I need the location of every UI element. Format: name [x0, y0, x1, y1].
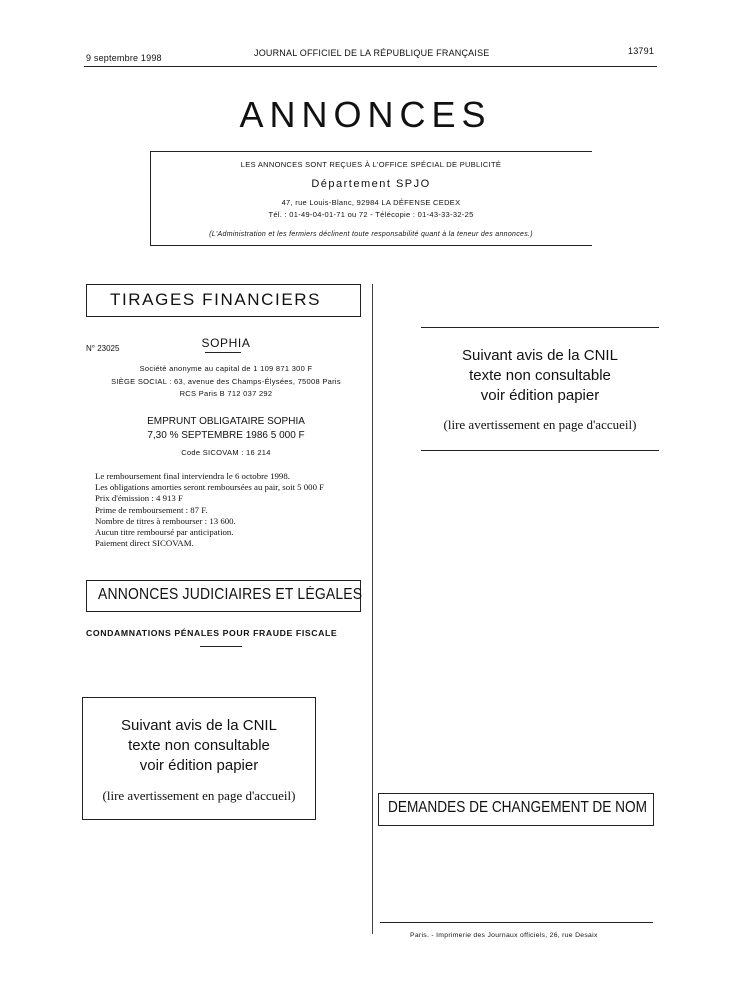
judiciaires-title: ANNONCES JUDICIAIRES ET LÉGALES [98, 586, 363, 603]
cnil-line-2: texte non consultable [128, 737, 270, 754]
notice-phone: Tél. : 01-49-04-01-71 ou 72 - Télécopie : 01-43-33-32-25 [268, 210, 474, 219]
cnil-line-3: voir édition papier [480, 387, 600, 404]
printer-imprint: Paris. - Imprimerie des Journaux officiels, 26, rue Desaix [410, 932, 598, 939]
column-divider [372, 284, 373, 934]
notice-address: 47, rue Louis-Blanc, 92984 LA DÉFENSE CEDEX [281, 198, 461, 207]
company-name: SOPHIA [201, 336, 251, 350]
company-capital: Société anonyme au capital de 1 109 871 300 F [139, 364, 313, 373]
detail-line: Les obligations amorties seront remboursées au pair, soit 5 000 F [95, 482, 325, 493]
tirages-details [95, 471, 365, 549]
page-number: 13791 [628, 46, 655, 56]
emprunt-title: EMPRUNT OBLIGATAIRE SOPHIA [147, 416, 305, 427]
notice-department: Département SPJO [311, 178, 431, 190]
cnil-line-3: voir édition papier [139, 757, 259, 774]
cnil-note: (lire avertissement en page d'accueil) [102, 788, 296, 803]
issue-date: 9 septembre 1998 [86, 53, 162, 63]
detail-line: Le remboursement final interviendra le 6 octobre 1998. [95, 471, 290, 481]
header-rule [84, 66, 657, 67]
detail-line: Prime de remboursement : 87 F. [95, 504, 208, 515]
cnil-line-2: texte non consultable [469, 367, 611, 384]
changement-title: DEMANDES DE CHANGEMENT DE NOM [388, 799, 647, 816]
page-title: ANNONCES [239, 94, 492, 135]
detail-line: Paiement direct SICOVAM. [95, 538, 194, 549]
subtitle-underline [200, 646, 242, 647]
footer-rule [380, 922, 653, 923]
journal-title: JOURNAL OFFICIEL DE LA RÉPUBLIQUE FRANÇAISE [254, 48, 490, 58]
notice-line: LES ANNONCES SONT REÇUES À L'OFFICE SPÉCIAL DE PUBLICITÉ [240, 160, 502, 169]
company-underline [205, 352, 241, 353]
detail-line: Aucun titre remboursé par anticipation. [95, 527, 234, 538]
company-rcs: RCS Paris B 712 037 292 [179, 389, 273, 398]
notice-disclaimer: (L'Administration et les fermiers déclinent toute responsabilité quant à la teneur des annonces.) [209, 231, 533, 238]
tirages-title: TIRAGES FINANCIERS [110, 290, 322, 309]
emprunt-detail: 7,30 % SEPTEMBRE 1986 5 000 F [147, 430, 305, 441]
detail-line: Nombre de titres à rembourser : 13 600. [95, 515, 236, 526]
cnil-note: (lire avertissement en page d'accueil) [443, 417, 637, 432]
sicovam-code: Code SICOVAM : 16 214 [181, 448, 271, 457]
notice-bottom-rule [150, 245, 592, 246]
cnil-line-1: Suivant avis de la CNIL [121, 717, 277, 734]
detail-line: Prix d'émission : 4 913 F [95, 493, 183, 504]
announcement-number: N° 23025 [86, 344, 120, 353]
cnil-line-1: Suivant avis de la CNIL [462, 347, 618, 364]
judiciaires-subtitle: CONDAMNATIONS PÉNALES POUR FRAUDE FISCALE [86, 628, 338, 638]
company-address: SIÈGE SOCIAL : 63, avenue des Champs-Élysées, 75008 Paris [111, 377, 341, 386]
